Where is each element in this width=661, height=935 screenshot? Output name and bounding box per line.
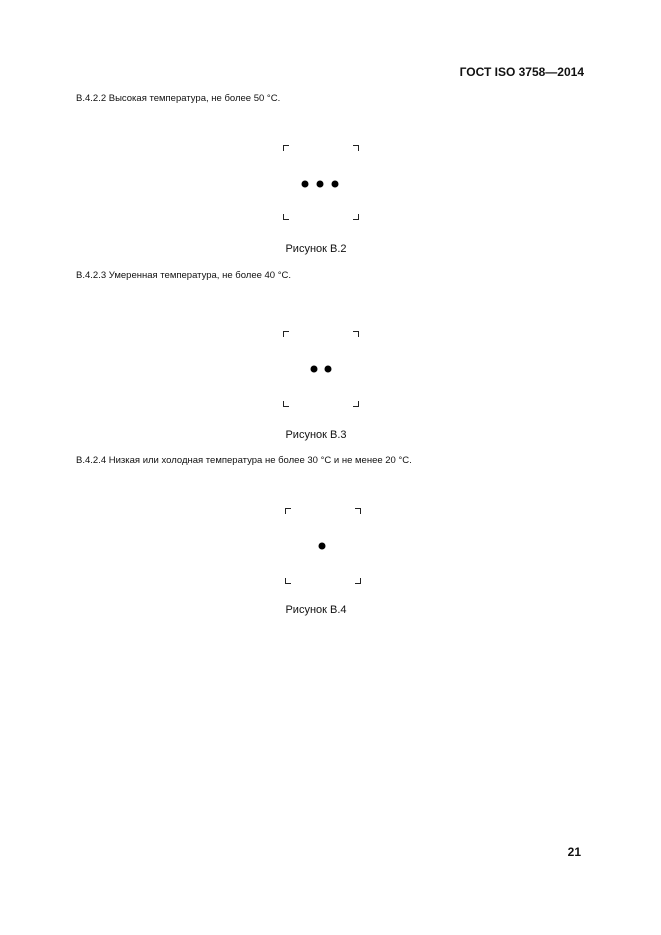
corner-mark [283,331,289,337]
section-text: В.4.2.2 Высокая температура, не более 50 °С. [76,93,281,104]
figure-caption: Рисунок В.2 [285,243,347,255]
corner-mark [283,145,289,151]
section-text: В.4.2.4 Низкая или холодная температура не более 30 °С и не менее 20 °С. [76,455,412,466]
corner-mark [353,401,359,407]
temperature-dot [332,181,339,188]
corner-mark [353,331,359,337]
temperature-dot [319,543,326,550]
corner-mark [353,145,359,151]
section-text: В.4.2.3 Умеренная температура, не более 40 °С. [76,270,292,281]
corner-mark [355,578,361,584]
corner-mark [285,508,291,514]
temperature-dot [317,181,324,188]
figure-caption: Рисунок В.4 [285,604,347,616]
corner-mark [283,214,289,220]
page-number: 21 [567,845,581,859]
corner-mark [355,508,361,514]
temperature-dot [311,366,318,373]
figure-caption: Рисунок В.3 [285,429,347,441]
temperature-dot [325,366,332,373]
corner-mark [353,214,359,220]
temperature-dot [302,181,309,188]
corner-mark [285,578,291,584]
document-header: ГОСТ ISO 3758—2014 [459,65,584,79]
corner-mark [283,401,289,407]
